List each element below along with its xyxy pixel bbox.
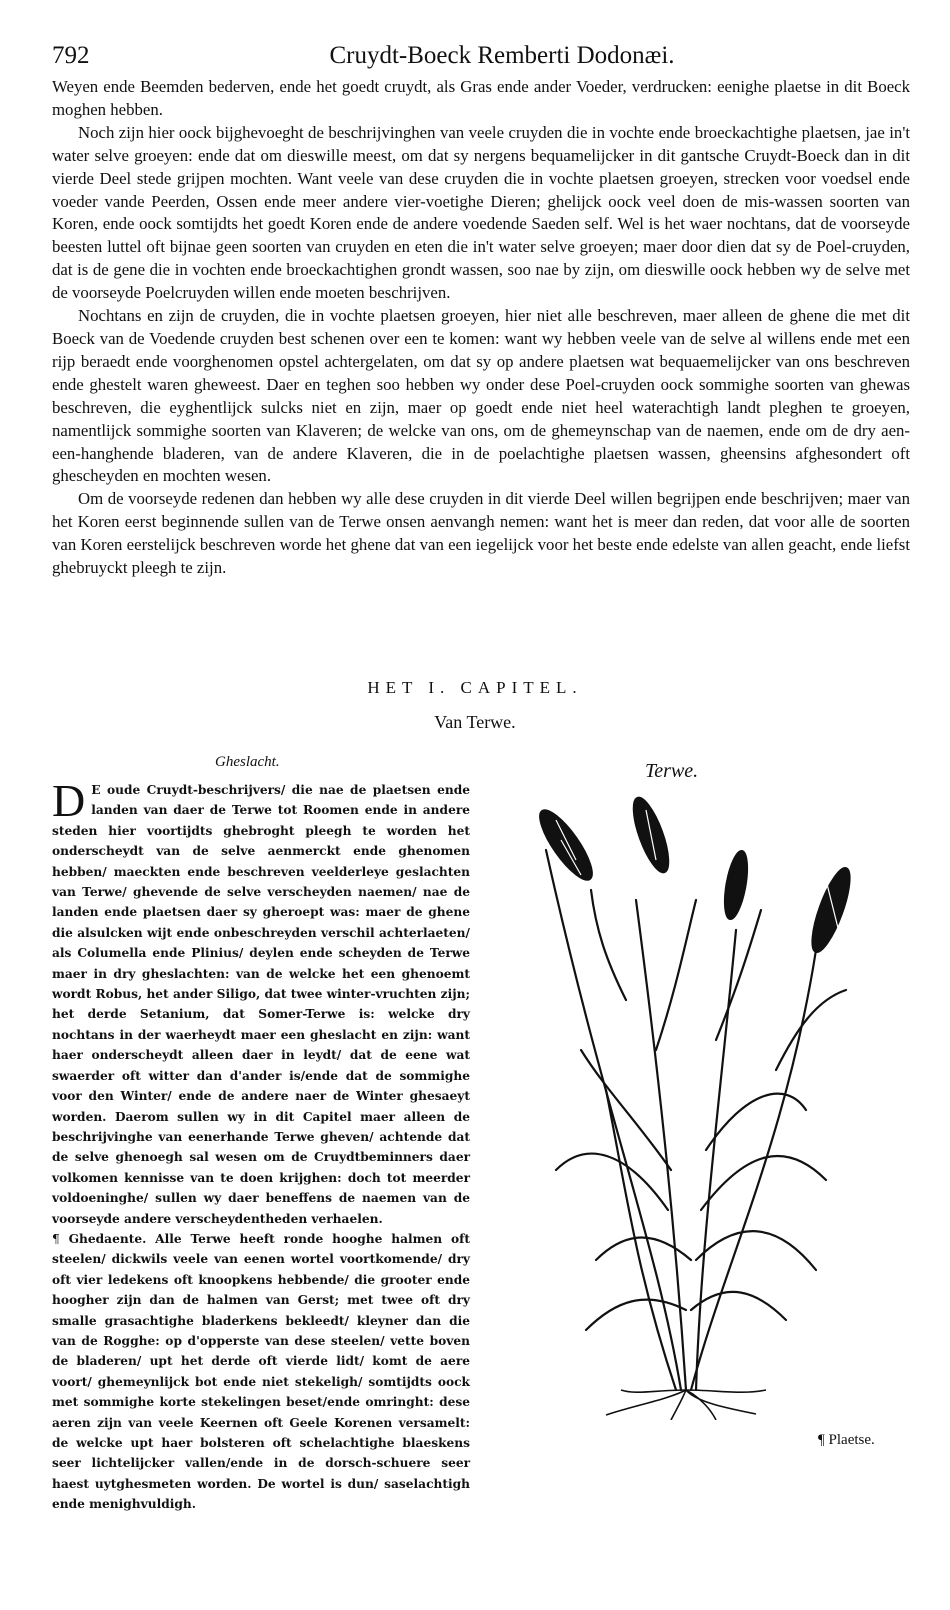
intro-paragraph: Noch zijn hier oock bijghevoeght de beschrijvinghen van veele cruyden die in vochte ende broeckachtighe plaetsen, jae in't water selve groeyen: ende dat om dieswille meest, om dat sy nergens bequamelijcker in dit gantsche Cruydt-Boeck dan in dit vierde Deel stede grijpen mochten. Want veele van dese cruyden die in vochte plaetsen groeyen, strecken voor voedsel ende voeder vande Peerden, Ossen ende meer andere vier-voetighe Dieren; ghelijck oock veel doen de mis-wassen soorten van Koren, ende oock somtijdts het goedt Koren ende de andere voedende Saeden self. Wel is het waer nochtans, dat de voorseyde beesten luttel oft bijnae geen soorten van cruyden en eten die in't water selve groeyen; maer door dien dat sy de Poel-cruyden, dat is de gene die in vochten ende broeckachtighen grondt wassen, soo nae by zijn, om dieswille oock hebben wy de selve met de voorseyde Poelcruyden willen ende moeten beschrijven.	[52, 122, 910, 303]
wheat-ear	[720, 849, 752, 921]
wheat-leaf	[596, 1238, 691, 1261]
catchword: ¶ Plaetse.	[818, 1432, 875, 1448]
wheat-leaf	[691, 1292, 786, 1320]
intro-paragraph: Weyen ende Beemden bederven, ende het goedt cruydt, als Gras ende ander Voeder, verdrucken: eenighe plaetse in dit Boeck moghen hebben.	[52, 77, 910, 119]
body-paragraph	[52, 1229, 470, 1515]
drop-capital: D	[52, 775, 86, 826]
intro-text	[52, 76, 910, 580]
intro-paragraph: Om de voorseyde redenen dan hebben wy alle dese cruyden in dit vierde Deel willen begrijpen ende beschrijven; maer van het Koren eerst beginnende sullen van de Terwe onsen aenvangh nemen: want het is meer dan reden, dat voor alle de soorten van Koren eerstelijck beschreven worde het ghene dat van een iegelijck voor het beste ende edelste van allen geacht, ende liefst ghebruyckt pleegh te zijn.	[52, 489, 910, 578]
pilcrow-mark: ¶	[52, 1231, 60, 1246]
wheat-illustration	[486, 790, 886, 1420]
left-column-text	[52, 775, 471, 1515]
wheat-ear	[804, 864, 857, 957]
body-paragraph	[52, 775, 470, 1229]
wheat-ear	[531, 803, 600, 887]
figure-caption: Terwe.	[645, 760, 699, 782]
wheat-roots	[606, 1390, 766, 1420]
wheat-leaf	[696, 1231, 816, 1270]
page-number: 792	[52, 42, 90, 69]
wheat-leaf	[706, 1094, 806, 1150]
wheat-stem	[691, 950, 816, 1390]
section-heading: Gheslacht.	[215, 754, 280, 770]
wheat-leaf	[556, 1154, 668, 1210]
page-header	[52, 42, 912, 78]
wheat-leaf	[656, 900, 696, 1050]
chapter-subtitle: Van Terwe.	[434, 712, 516, 732]
wheat-stem	[606, 1090, 676, 1390]
wheat-stem	[696, 930, 736, 1390]
wheat-leaf	[716, 910, 761, 1040]
wheat-leaf	[591, 890, 626, 1000]
paragraph-text: Ghedaente. Alle Terwe heeft ronde hooghe halmen oft steelen/ dickwils veele van eenen wortel voortkomende/ dry oft vier ledekens oft knoopkens hebbende/ die grooter ende hoogher zijn dan de halmen van Gerst; met twee oft dry smalle grasachtighe bladerkens bekleedt/ kleyner dan die van de Rogghe: op d'opperste van dese steelen/ vette boven de bladeren/ upt het derde oft vierde lidt/ komt de aere voort/ ghemeynlijck bot ende niet stekeligh/ somtijdts oock met sommighe korte stekelingen beset/ende omringht: dese aeren zijn van veele Keernen oft Geele Korenen versamelt: de welcke upt haer bolsteren oft schelachtighe blaeskens seer lichtelijcker vallen/ende in de dorsch-schuere seer haest uytghesmeten worden. De wortel is dun/ saselachtigh ende menighvuldigh.	[52, 1231, 471, 1512]
intro-paragraph: Nochtans en zijn de cruyden, die in vochte plaetsen groeyen, hier niet alle beschreven, maer alleen de ghene die met dit Boeck van de Voedende cruyden best schenen over een te komen: want wy hebben veele van de selve al willens ende met een rijp beraedt ende voorghenomen opstel achtergelaten, om dat sy op andere plaetsen wat bequaemelijcker van ons beschreven ende ghestelt waren gheweest. Daer en teghen soo hebben wy onder dese Poel-cruyden oock sommighe soorten van ghewas beschreven, die eyghentlijck sulcks niet en zijn, maer op goedt ende niet heel waterachtigh landt pleghen te groeyen, namentlijck sommighe soorten van Klaveren; de welcke van ons, om de ghemeynschap van de naemen, ende om de dry aen-een-hanghende bladeren, van de andere Klaveren, die in de poelachtighe plaetsen wassen, gheensins afghesondert oft ghescheyden en mochten wesen.	[52, 306, 910, 486]
running-title: Cruydt-Boeck Remberti Dodonæi.	[329, 42, 675, 69]
wheat-leaf	[776, 990, 846, 1070]
chapter-heading: HET I. CAPITEL.	[367, 678, 583, 697]
paragraph-text: E oude Cruydt-beschrijvers/ die nae de plaetsen ende landen van daer de Terwe tot Roomen ende in andere steden hier voortijdts ghebroght pleegh te worden het onderscheydt van de selve aenmerckt ende ghenomen hebben/ maeckten ende beschreven veelderleye geslachten van Terwe/ ghevende de selve verscheyden naemen/ nae de landen ende plaetsen daer sy gheroept was: maer de ghene die alsulcken wijt ende onbeschreyden verschil achterlaeten/ als Columella ende Plinius/ deylen ende scheyden de Terwe maer in dry gheslachten: van de welcke het een ghenoemt wordt Robus, het ander Siligo, dat twee winter-vruchten zijn; het derde Setanium, dat Somer-Terwe is: welcke dry nochtans in der waerheydt maer een gheslacht en zijn: want haer onderscheydt alleen daer in leydt/ dat de eene wat swaerder oft witter dan d'ander is/ende dat de sommighe voor den Winter/ ende de andere naer de Winter ghesaeyt worden. Daerom sullen wy in dit Capitel maer alleen de beschrijvinghe van eenerhande Terwe gheven/ achtende dat de selve ghenoegh sal wesen om de Cruydtbeminners daer volkomen kennisse van te doen krijghen: doch tot meerder voldoeninghe/ sullen wy daer beneffens de naemen van de voorseyde andere verscheydentheden verhaelen.	[52, 783, 470, 1226]
wheat-leaf	[586, 1300, 686, 1330]
